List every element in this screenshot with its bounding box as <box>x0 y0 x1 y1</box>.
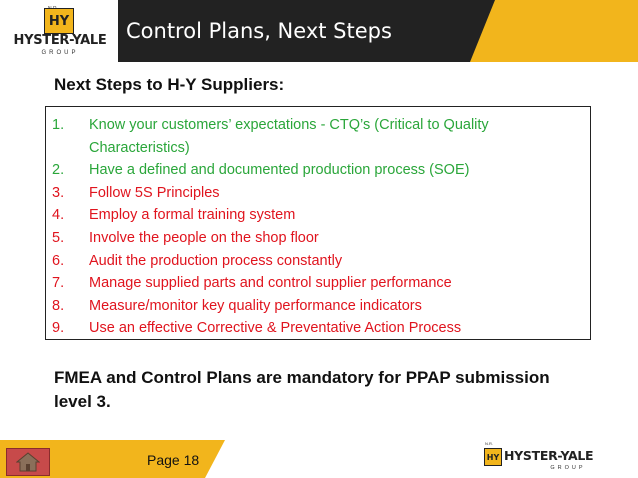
house-icon <box>16 452 40 472</box>
list-item-number: 3. <box>52 184 65 201</box>
list-item-text: Employ a formal training system <box>89 207 296 224</box>
list-item-text: Know your customers’ expectations - CTQ’s (Critical to Quality Characteristics) <box>89 117 489 156</box>
list-item <box>52 182 572 205</box>
list-item-number: 1. <box>52 117 65 133</box>
list-item-number: 7. <box>52 275 65 292</box>
footer-hyster-yale-logo <box>484 441 634 475</box>
logo-group: GROUP <box>550 465 586 471</box>
header-banner <box>0 0 638 62</box>
hyster-yale-logo <box>4 6 116 58</box>
page-title: Control Plans, Next Steps <box>126 19 392 43</box>
logo-mark-sub: N.R. <box>485 441 493 446</box>
list-item <box>52 272 572 295</box>
list-item-text: Manage supplied parts and control supplier performance <box>89 275 452 292</box>
list-item <box>52 114 572 159</box>
list-item-number: 2. <box>52 162 65 179</box>
list-item-number: 8. <box>52 297 65 314</box>
list-item-text: Measure/monitor key quality performance indicators <box>89 297 422 314</box>
mandatory-note: FMEA and Control Plans are mandatory for PPAP submission level 3. <box>54 368 550 411</box>
logo-mark: HY <box>44 8 74 34</box>
list-item-number: 4. <box>52 207 65 224</box>
logo-group: GROUP <box>41 50 79 56</box>
list-item <box>52 204 572 227</box>
list-item-text: Audit the production process constantly <box>89 252 343 269</box>
list-item <box>52 317 572 340</box>
list-item <box>52 250 572 273</box>
list-item <box>52 227 572 250</box>
home-button[interactable] <box>6 448 50 476</box>
list-item-text: Involve the people on the shop floor <box>89 229 319 246</box>
list-item-number: 5. <box>52 229 65 246</box>
list-item <box>52 295 572 318</box>
steps-list <box>52 114 572 340</box>
list-item-text: Have a defined and documented production process (SOE) <box>89 162 470 179</box>
list-item-text: Follow 5S Principles <box>89 184 220 201</box>
logo-brand: HYSTER-YALE <box>13 33 107 48</box>
list-item-number: 9. <box>52 320 65 337</box>
list-item-number: 6. <box>52 252 65 269</box>
page-number: Page 18 <box>147 452 200 468</box>
logo-mark: HY <box>484 448 502 466</box>
list-item-text: Use an effective Corrective & Preventative Action Process <box>89 320 462 337</box>
logo-brand: HYSTER-YALE <box>504 448 594 463</box>
list-item <box>52 159 572 182</box>
section-heading: Next Steps to H-Y Suppliers: <box>54 75 285 94</box>
